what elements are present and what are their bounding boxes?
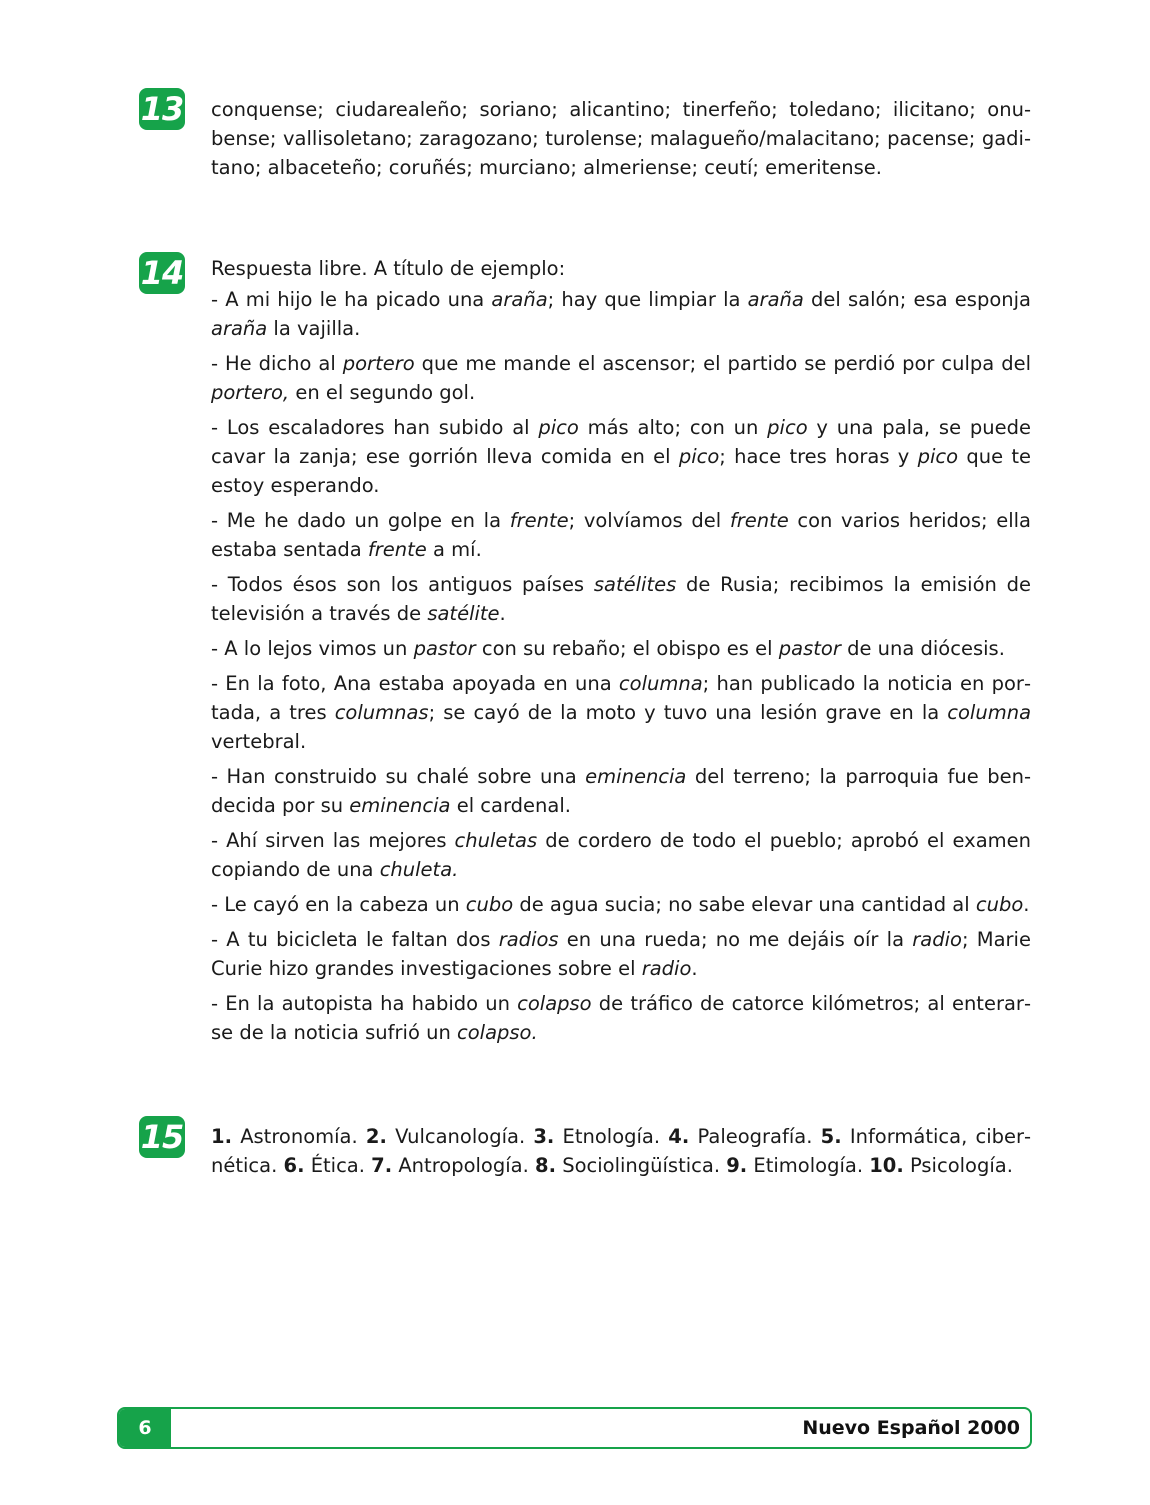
keyword: columna: [947, 701, 1032, 724]
keyword: cubo: [975, 893, 1024, 916]
keyword: pico: [917, 445, 959, 468]
sentence-fragment: - A tu bicicleta le faltan dos: [211, 928, 499, 951]
keyword: colapso: [517, 992, 592, 1015]
example-sentence: [211, 349, 1031, 407]
keyword: portero,: [211, 381, 290, 404]
sentence-fragment: - En la foto, Ana estaba apoyada en una: [211, 672, 619, 695]
exercise-13-answer: [211, 95, 1031, 188]
keyword: portero: [342, 352, 415, 375]
book-title: Nuevo Español 2000: [802, 1417, 1020, 1439]
keyword: araña: [491, 288, 548, 311]
example-sentence: [211, 506, 1031, 564]
answer-list: [211, 1122, 1031, 1180]
sentence-fragment: .: [499, 602, 506, 625]
sentence-fragment: del terreno; la parroquia fue bendecida por su: [211, 765, 1031, 817]
sentence-fragment: a mí.: [426, 538, 482, 561]
sentence-fragment: en el segundo gol.: [289, 381, 476, 404]
keyword: radio: [912, 928, 962, 951]
keyword: araña: [211, 317, 268, 340]
example-sentence: [211, 925, 1031, 983]
answer-number: 5.: [820, 1125, 842, 1148]
sentence-fragment: vertebral.: [211, 730, 307, 753]
sentence-fragment: - Han construido su chalé sobre una: [211, 765, 586, 788]
answer-text: conquense; ciudarealeño; soriano; alicantino; tinerfeño; toledano; ilicitano; onubense; vallisoletano; zaragozano; turolense; malagueño/malacitano; pacense; gaditano; albaceteño; coruñés; murciano; almeriense; ceutí; emeritense.: [211, 98, 1031, 179]
answer-number: 9.: [726, 1154, 748, 1177]
keyword: frente: [509, 509, 569, 532]
keyword: radio: [641, 957, 692, 980]
example-sentence: [211, 989, 1031, 1047]
keyword: pastor: [413, 637, 476, 660]
sentence-fragment: - A lo lejos vimos un: [211, 637, 414, 660]
keyword: pastor: [778, 637, 841, 660]
answer-number: 1.: [211, 1125, 232, 1148]
answer-number: 10.: [869, 1154, 904, 1177]
answer-number: 2.: [365, 1125, 387, 1148]
sentence-fragment: más alto; con un: [578, 416, 768, 439]
answer-number: 8.: [535, 1154, 556, 1177]
example-sentence: [211, 762, 1031, 820]
sentence-fragment: ; se cayó de la moto y tuvo una lesión grave en la: [428, 701, 948, 724]
answer-term: Etimología.: [753, 1154, 864, 1177]
answer-term: Sociolingüística.: [562, 1154, 721, 1177]
sentence-fragment: de cordero de todo el pueblo; aprobó el examen copiando de una: [211, 829, 1031, 881]
keyword: satélite: [427, 602, 500, 625]
sentence-fragment: en una rueda; no me dejáis oír la: [558, 928, 913, 951]
sentence-fragment: ; volvíamos del: [568, 509, 730, 532]
sentence-fragment: con varios heridos; ella estaba sentada: [211, 509, 1032, 561]
example-sentence: [211, 413, 1031, 500]
sentence-fragment: ; hay que limpiar la: [547, 288, 748, 311]
page-number: 6: [119, 1409, 171, 1447]
answer-term: Informática, cibernética.: [211, 1125, 1032, 1177]
keyword: pico: [767, 416, 808, 439]
sentence-fragment: - Los escaladores han subido al: [211, 416, 539, 439]
exercise-15-answer: [211, 1122, 1031, 1186]
keyword: eminencia: [585, 765, 687, 788]
keyword: chuleta.: [379, 858, 459, 881]
sentence-fragment: la vajilla.: [267, 317, 361, 340]
exercise-14-answer: [211, 254, 1031, 1053]
keyword: araña: [747, 288, 804, 311]
sentence-fragment: - He dicho al: [211, 352, 343, 375]
keyword: chuletas: [454, 829, 538, 852]
keyword: frente: [729, 509, 789, 532]
keyword: radios: [498, 928, 559, 951]
sentence-fragment: el cardenal.: [450, 794, 571, 817]
sentence-fragment: de tráfico de catorce kilómetros; al enterarse de la noticia sufrió un: [211, 992, 1031, 1044]
keyword: columnas: [334, 701, 429, 724]
sentence-fragment: ; hace tres horas y: [719, 445, 918, 468]
sentence-fragment: con su rebaño; el obispo es el: [475, 637, 779, 660]
exercise-number-badge: 13: [140, 90, 184, 128]
answer-term: Ética.: [310, 1154, 365, 1177]
exercise-number-badge: 14: [140, 254, 184, 292]
exercise-number-badge: 15: [140, 1118, 184, 1156]
keyword: pico: [538, 416, 579, 439]
example-sentence: [211, 634, 1031, 663]
sentence-fragment: - Le cayó en la cabeza un: [211, 893, 466, 916]
answer-term: Etnología.: [562, 1125, 661, 1148]
answer-term: Astronomía.: [240, 1125, 358, 1148]
answer-term: Paleografía.: [697, 1125, 813, 1148]
sentence-fragment: .: [691, 957, 698, 980]
sentence-fragment: del salón; esa esponja: [803, 288, 1031, 311]
answer-number: 7.: [371, 1154, 393, 1177]
keyword: frente: [367, 538, 427, 561]
keyword: pico: [678, 445, 720, 468]
answer-intro: Respuesta libre. A título de ejemplo:: [211, 257, 566, 280]
example-sentence: [211, 826, 1031, 884]
answer-term: Vulcanología.: [395, 1125, 526, 1148]
answer-term: Psicología.: [909, 1154, 1013, 1177]
example-sentence: [211, 669, 1031, 756]
answer-number: 4.: [668, 1125, 690, 1148]
keyword: colapso.: [457, 1021, 538, 1044]
page-footer: [117, 1407, 1032, 1449]
sentence-fragment: - Me he dado un golpe en la: [211, 509, 510, 532]
example-sentence: [211, 570, 1031, 628]
sentence-fragment: - En la autopista ha habido un: [211, 992, 518, 1015]
sentence-fragment: ; Marie Curie hizo grandes investigaciones sobre el: [211, 928, 1031, 980]
example-sentence: [211, 285, 1031, 343]
sentence-fragment: - Todos ésos son los antiguos países: [211, 573, 594, 596]
keyword: cubo: [465, 893, 514, 916]
sentence-fragment: de Rusia; recibimos la emisión de televisión a través de: [211, 573, 1031, 625]
sentence-fragment: - A mi hijo le ha picado una: [211, 288, 492, 311]
answer-number: 3.: [533, 1125, 555, 1148]
answer-term: Antropología.: [398, 1154, 529, 1177]
keyword: eminencia: [349, 794, 451, 817]
keyword: columna: [618, 672, 703, 695]
sentence-fragment: - Ahí sirven las mejores: [211, 829, 455, 852]
sentence-fragment: ; han publicado la noticia en portada, a tres: [211, 672, 1031, 724]
sentence-fragment: que me mande el ascensor; el partido se perdió por culpa del: [414, 352, 1031, 375]
keyword: satélites: [593, 573, 677, 596]
answer-number: 6.: [283, 1154, 305, 1177]
sentence-fragment: .: [1023, 893, 1030, 916]
sentence-fragment: de agua sucia; no sabe elevar una cantidad al: [513, 893, 976, 916]
sentence-fragment: de una diócesis.: [840, 637, 1005, 660]
sentence-fragment: y una pala, se puede cavar la zanja; ese gorrión lleva comida en el: [211, 416, 1031, 468]
example-sentence: [211, 890, 1031, 919]
sentence-fragment: que te estoy esperando.: [211, 445, 1031, 497]
